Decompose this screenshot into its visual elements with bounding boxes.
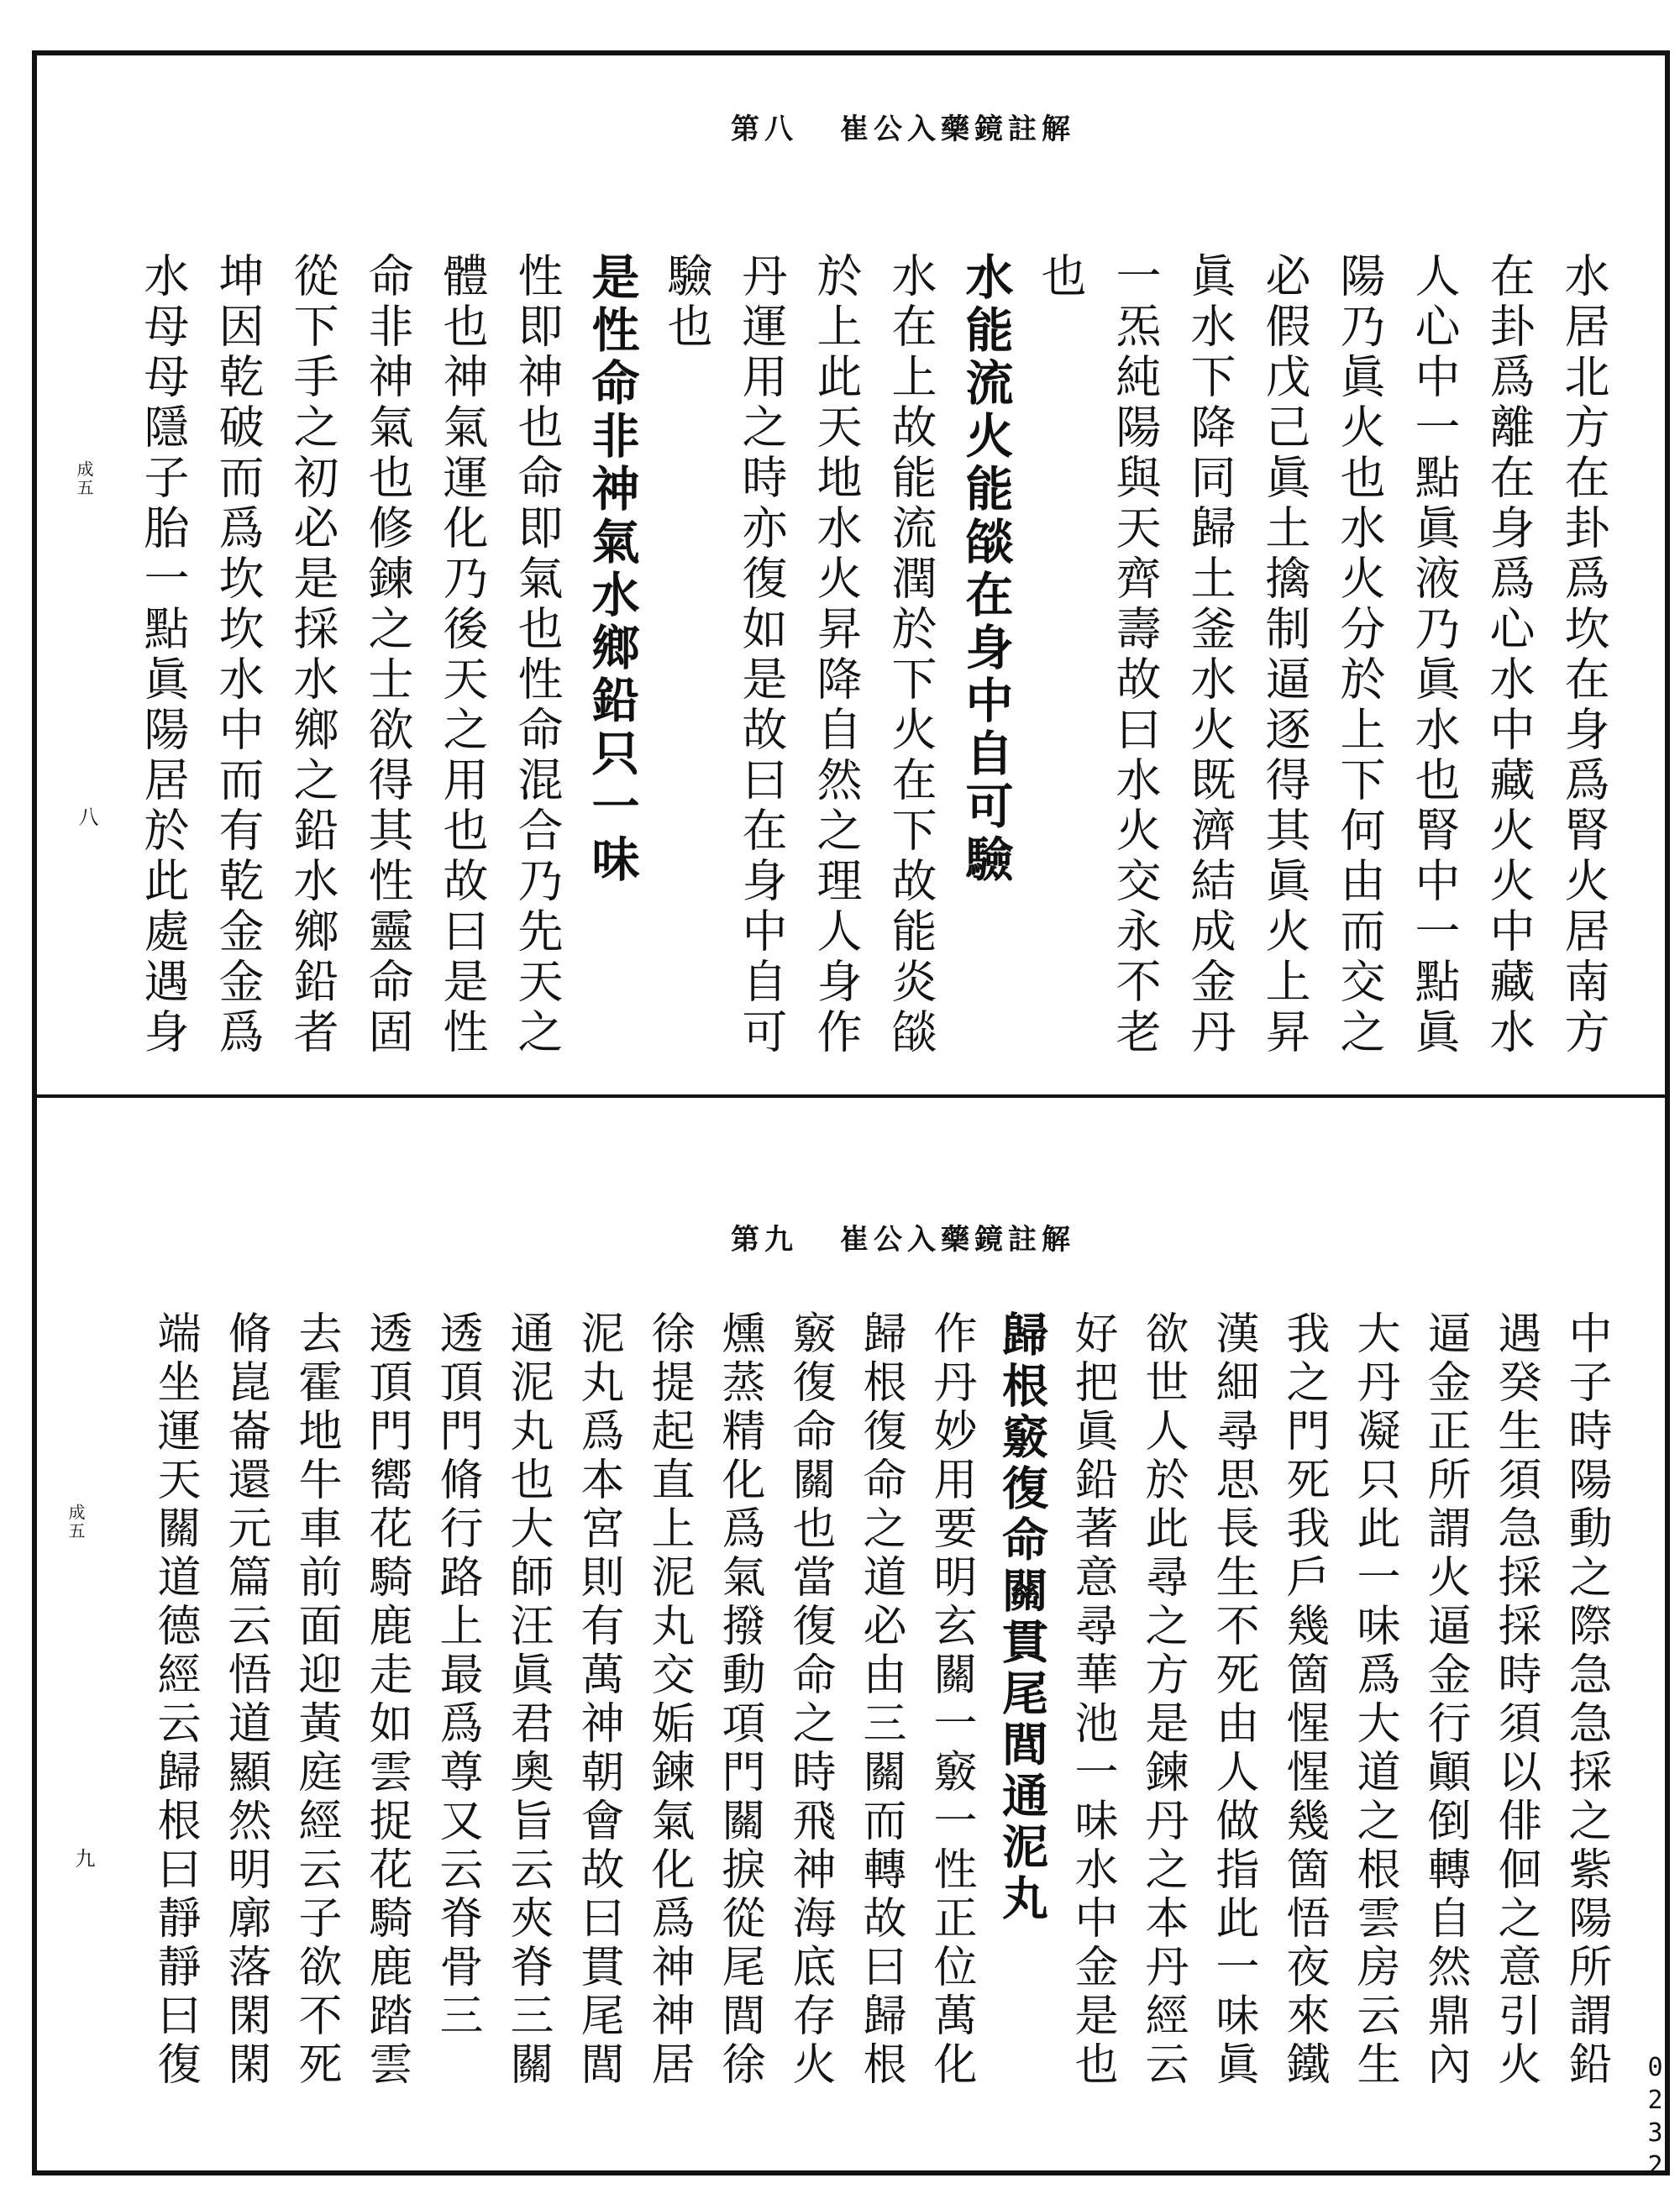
text-column: 作丹妙用要明玄關一竅一性正位萬化 bbox=[926, 1310, 976, 2090]
text-column: 水母母隱子胎一點眞陽居於此處遇身 bbox=[137, 252, 190, 1058]
text-column: 脩崑崙還元篇云悟道顯然明廓落閑閑 bbox=[220, 1310, 270, 2090]
top-text-columns bbox=[126, 252, 1621, 1075]
text-column: 水能流火能燄在身中自可驗 bbox=[958, 252, 1014, 887]
top-margin-page: 八 bbox=[75, 806, 98, 828]
text-column: 好把眞鉛著意尋華池一味水中金是也 bbox=[1067, 1310, 1117, 2090]
text-column: 一炁純陽與天齊壽故曰水火交永不老 bbox=[1109, 252, 1162, 1058]
bottom-header-chapter: 第九 bbox=[731, 1223, 798, 1257]
text-column: 水在上故能流潤於下火在下故能炎燄 bbox=[885, 252, 937, 1058]
text-column: 大丹凝只此一味爲大道之根雲房云生 bbox=[1349, 1310, 1399, 2090]
text-column: 驗也 bbox=[660, 252, 713, 353]
text-column: 遇癸生須急採採時須以俳佪之意引火 bbox=[1490, 1310, 1541, 2090]
text-column: 逼金正所謂火逼金行顚倒轉自然鼎內 bbox=[1420, 1310, 1470, 2090]
page-divider bbox=[32, 1094, 1670, 1098]
text-column: 中子時陽動之際急急採之紫陽所謂鉛 bbox=[1561, 1310, 1611, 2090]
text-column: 徐提起直上泥丸交姤鍊氣化爲神神居 bbox=[643, 1310, 694, 2090]
text-column: 我之門死我戶幾箇惺惺幾箇悟夜來鐵 bbox=[1278, 1310, 1329, 2090]
text-column: 歸根竅復命關貫尾閭通泥丸 bbox=[995, 1310, 1049, 1925]
text-column: 歸根復命之道必由三關而轉故曰歸根 bbox=[855, 1310, 906, 2090]
text-column: 泥丸爲本宮則有萬神朝會故曰貫尾閭 bbox=[573, 1310, 623, 2090]
top-margin-marker: 成五 bbox=[74, 460, 94, 497]
text-column: 坤因乾破而爲坎坎水中而有乾金金爲 bbox=[212, 252, 265, 1058]
text-column: 漢細尋思長生不死由人做指此一味眞 bbox=[1208, 1310, 1258, 2090]
text-column: 水居北方在卦爲坎在身爲腎火居南方 bbox=[1557, 252, 1610, 1058]
text-column: 體也神氣運化乃後天之用也故曰是性 bbox=[436, 252, 489, 1058]
top-header-title: 崔公入藥鏡註解 bbox=[840, 113, 1075, 146]
text-column: 在卦爲離在身爲心水中藏火火中藏水 bbox=[1483, 252, 1536, 1058]
bottom-margin-page: 九 bbox=[71, 1848, 95, 1870]
bottom-text-columns bbox=[139, 1310, 1621, 2159]
text-column: 燻蒸精化爲氣撥動項門關捩從尾閭徐 bbox=[714, 1310, 764, 2090]
bottom-margin-marker: 成五 bbox=[66, 1504, 86, 1540]
text-column: 性即神也命即氣也性命混合乃先天之 bbox=[511, 252, 564, 1058]
text-column: 是性命非神氣水鄉鉛只一味 bbox=[584, 252, 640, 887]
text-column: 丹運用之時亦復如是故曰在身中自可 bbox=[735, 252, 788, 1058]
text-column: 透頂門嚮花騎鹿走如雲捉花騎鹿踏雲 bbox=[361, 1310, 412, 2090]
text-column: 命非神氣也修鍊之士欲得其性靈命固 bbox=[361, 252, 414, 1058]
text-column: 透頂門脩行路上最爲尊又云脊骨三 bbox=[432, 1310, 482, 2041]
page-number: 0232 bbox=[1641, 2053, 1670, 2184]
text-column: 陽乃眞火也水火分於上下何由而交之 bbox=[1333, 252, 1386, 1058]
text-column: 端坐運天關道德經云歸根曰靜靜曰復 bbox=[150, 1310, 200, 2090]
text-column: 竅復命關也當復命之時飛神海底存火 bbox=[785, 1310, 835, 2090]
text-column: 必假戊己眞土擒制逼逐得其眞火上昇 bbox=[1258, 252, 1311, 1058]
text-column: 人心中一點眞液乃眞水也腎中一點眞 bbox=[1408, 252, 1461, 1058]
bottom-header-title: 崔公入藥鏡註解 bbox=[840, 1223, 1075, 1257]
text-column: 通泥丸也大師汪眞君奧旨云夾脊三關 bbox=[502, 1310, 553, 2090]
text-column: 從下手之初必是採水鄉之鉛水鄉鉛者 bbox=[286, 252, 339, 1058]
text-column: 欲世人於此尋之方是鍊丹之本丹經云 bbox=[1137, 1310, 1188, 2090]
text-column: 也 bbox=[1034, 252, 1087, 302]
top-header-chapter: 第八 bbox=[731, 113, 798, 146]
text-column: 去霍地牛車前面迎黃庭經云子欲不死 bbox=[291, 1310, 341, 2090]
text-column: 眞水下降同歸土釜水火既濟結成金丹 bbox=[1184, 252, 1236, 1058]
text-column: 於上此天地水火昇降自然之理人身作 bbox=[810, 252, 863, 1058]
